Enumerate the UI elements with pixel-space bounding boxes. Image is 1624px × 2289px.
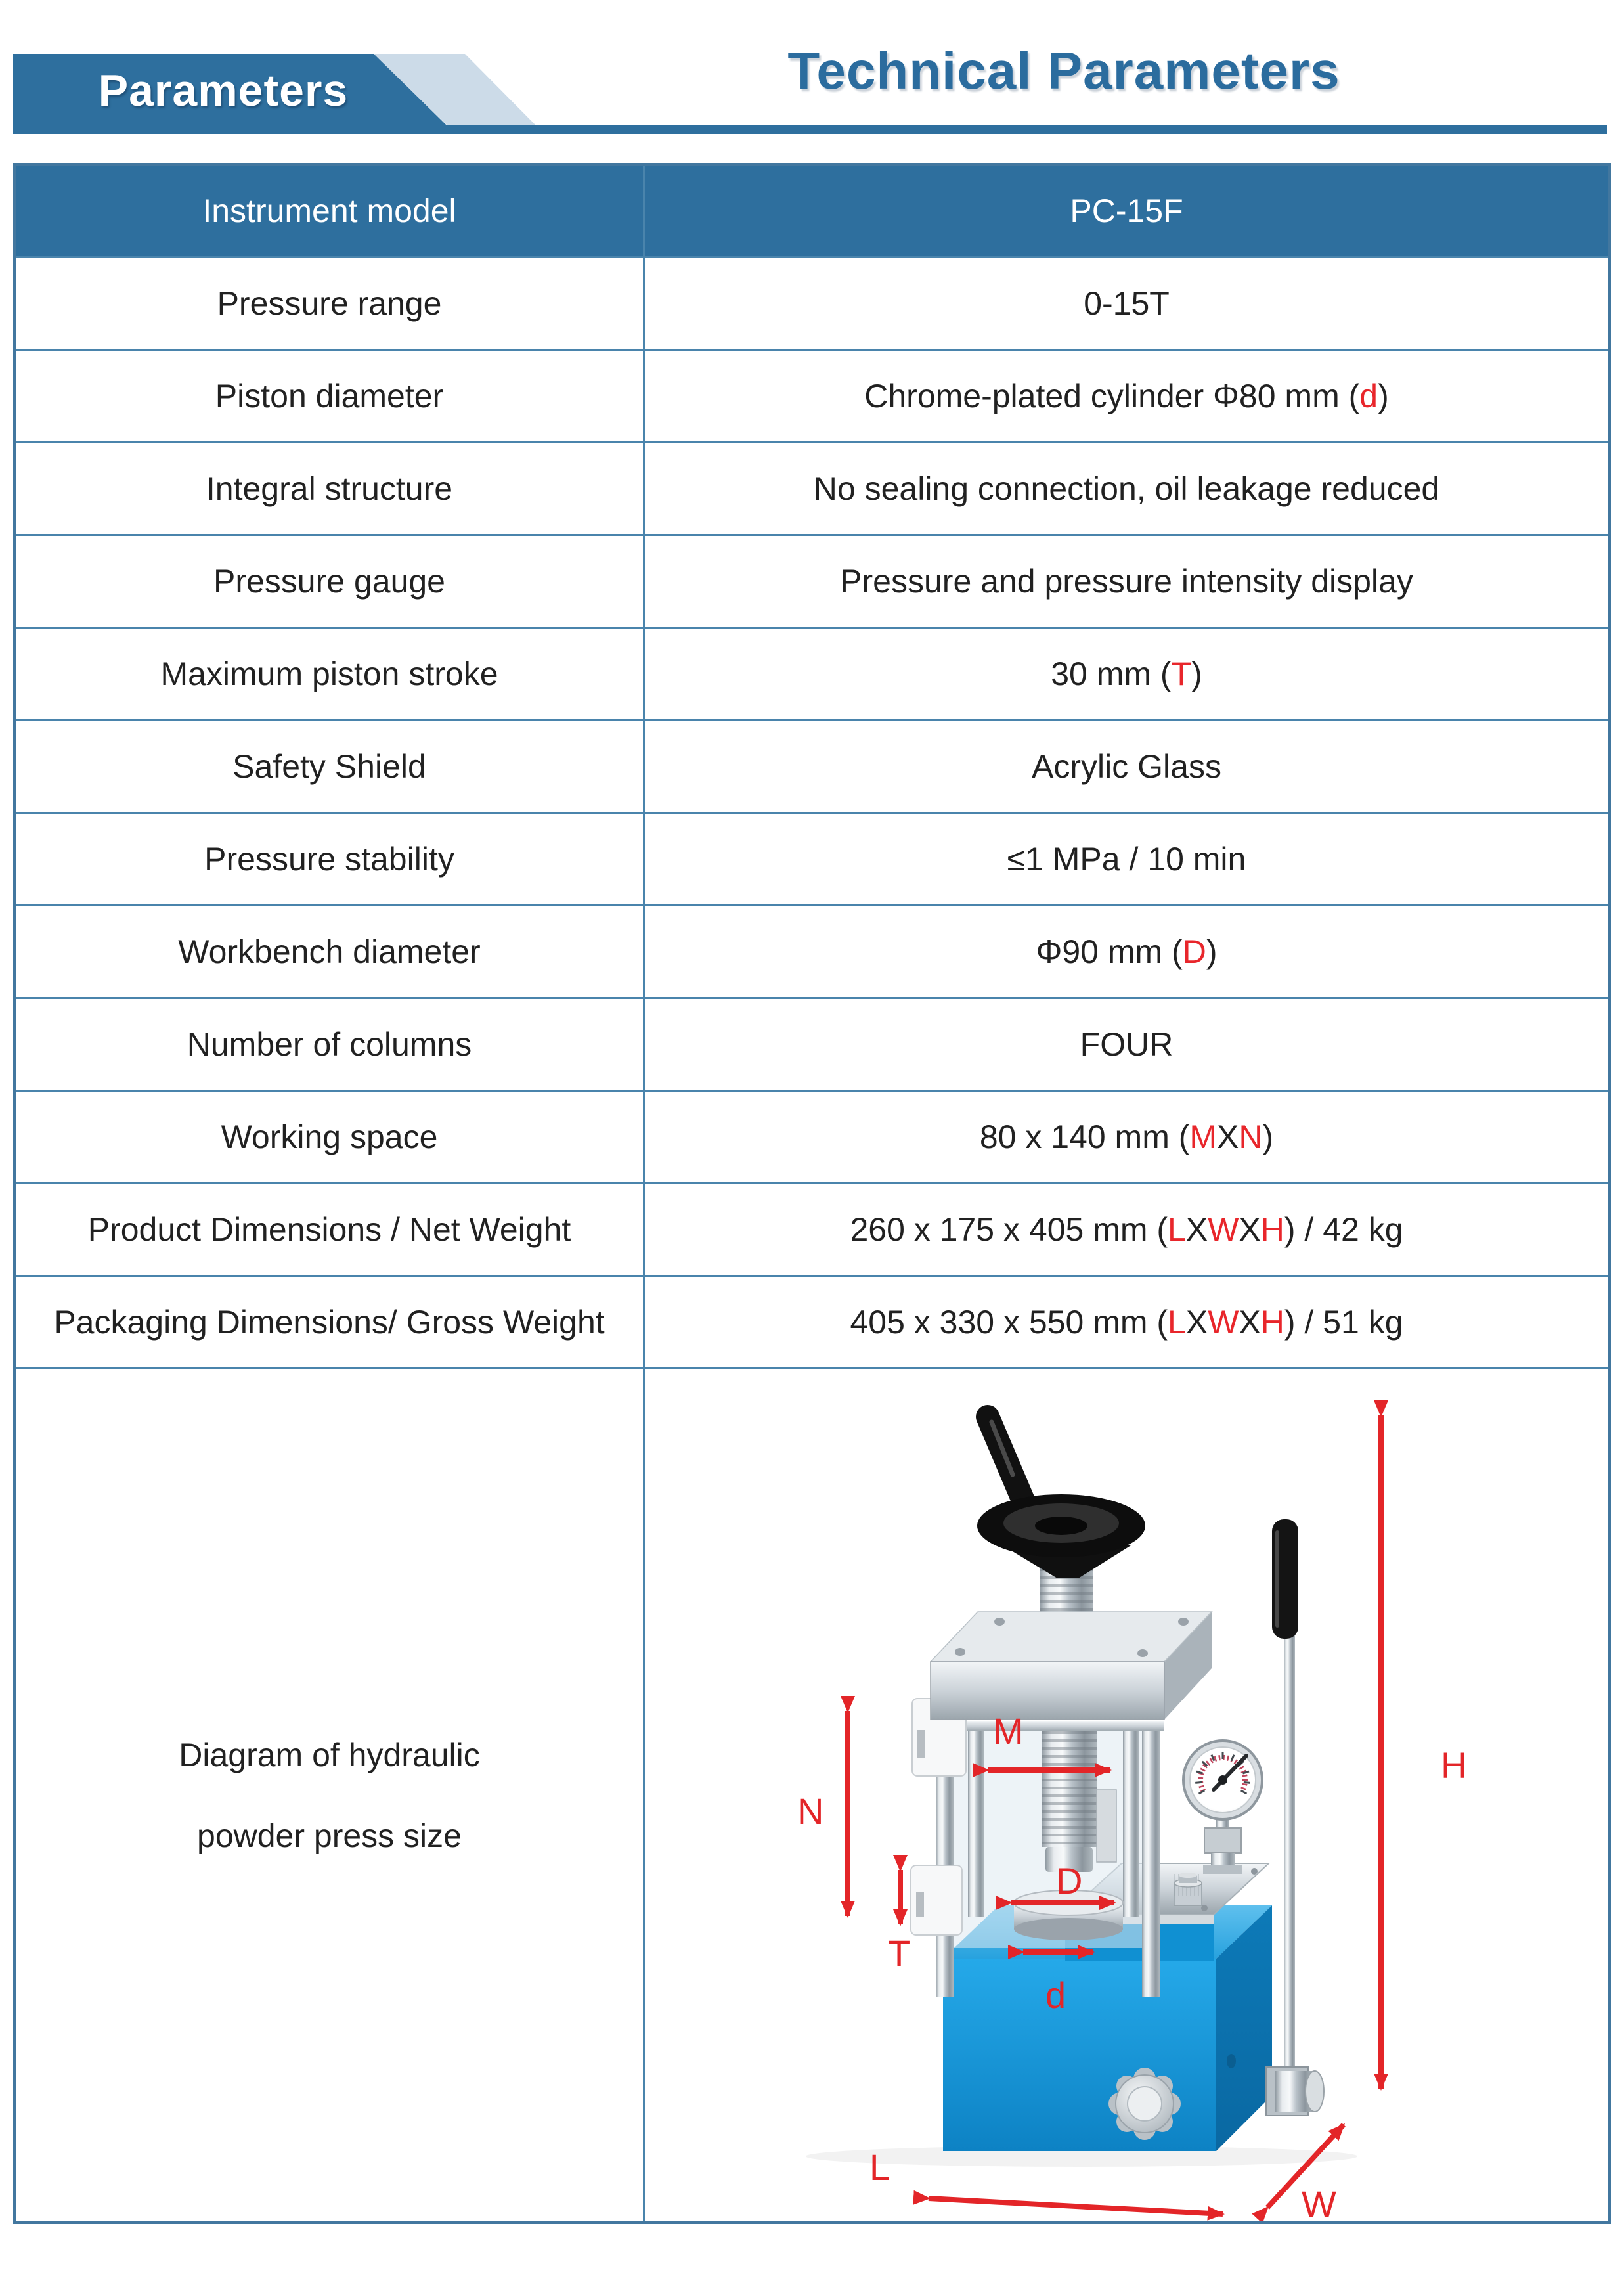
top-plate <box>931 1612 1212 1720</box>
parameters-table <box>13 163 1611 2224</box>
value-segment: Chrome-plated cylinder Φ80 mm ( <box>864 377 1360 414</box>
value-segment: X <box>1239 1211 1261 1248</box>
diagram-label-line-2: powder press size <box>197 1817 462 1854</box>
param-label-row-11: Working space <box>16 1092 643 1182</box>
value-segment: X <box>1239 1303 1261 1341</box>
dim-label-D: D <box>1056 1860 1083 1901</box>
value-segment: 80 x 140 mm ( <box>979 1118 1190 1155</box>
value-segment: D <box>1182 933 1206 970</box>
value-segment: ) / 51 kg <box>1284 1303 1403 1341</box>
value-segment: Acrylic Glass <box>1032 747 1221 785</box>
param-label-row-6: Maximum piston stroke <box>16 629 643 719</box>
value-segment: W <box>1208 1211 1239 1248</box>
value-segment: ) <box>1378 377 1389 414</box>
value-segment: W <box>1208 1303 1239 1341</box>
value-segment: X <box>1185 1211 1208 1248</box>
value-segment: d <box>1359 377 1378 414</box>
value-segment: 30 mm ( <box>1051 655 1172 692</box>
value-segment: 405 x 330 x 550 mm ( <box>850 1303 1168 1341</box>
param-label-row-2: Pressure range <box>16 258 643 349</box>
dim-arrow-L <box>929 2198 1223 2214</box>
value-segment: Pressure and pressure intensity display <box>840 562 1413 600</box>
param-value-row-5 <box>645 536 1608 627</box>
param-label-row-8: Pressure stability <box>16 814 643 904</box>
value-segment: ) <box>1262 1118 1274 1155</box>
param-label-row-5: Pressure gauge <box>16 536 643 627</box>
pump-lever <box>1266 1519 1324 2116</box>
param-value-row-11 <box>645 1092 1608 1182</box>
diagram-row-image <box>645 1369 1608 2221</box>
param-value-row-7 <box>645 721 1608 812</box>
value-segment: ) <box>1206 933 1218 970</box>
value-segment: X <box>1185 1303 1208 1341</box>
dim-label-T: T <box>888 1932 911 1974</box>
dim-label-H: H <box>1441 1745 1468 1786</box>
param-label-row-4: Integral structure <box>16 443 643 534</box>
value-segment: X <box>1217 1118 1239 1155</box>
header-underline <box>13 125 1607 134</box>
value-segment: ) / 42 kg <box>1284 1211 1403 1248</box>
param-label-row-1: Instrument model <box>16 166 643 256</box>
param-label-row-9: Workbench diameter <box>16 906 643 997</box>
value-segment: H <box>1260 1303 1284 1341</box>
param-label-row-12: Product Dimensions / Net Weight <box>16 1184 643 1275</box>
param-value-row-9 <box>645 906 1608 997</box>
param-value-row-2 <box>645 258 1608 349</box>
value-segment: N <box>1239 1118 1263 1155</box>
param-label-row-13: Packaging Dimensions/ Gross Weight <box>16 1277 643 1367</box>
value-segment: H <box>1260 1211 1284 1248</box>
param-value-row-13 <box>645 1277 1608 1367</box>
hydraulic-press-diagram <box>645 1369 1608 2221</box>
value-segment: No sealing connection, oil leakage reduced <box>813 470 1440 507</box>
value-segment: L <box>1168 1303 1186 1341</box>
param-label-row-7: Safety Shield <box>16 721 643 812</box>
param-value-row-10 <box>645 999 1608 1090</box>
value-segment: T <box>1171 655 1192 692</box>
param-value-row-3 <box>645 351 1608 441</box>
value-segment: PC-15F <box>1070 192 1183 229</box>
param-value-row-4 <box>645 443 1608 534</box>
value-segment: 0-15T <box>1084 284 1170 322</box>
dim-label-W: W <box>1302 2183 1336 2221</box>
diagram-label-line-1: Diagram of hydraulic <box>179 1737 480 1773</box>
param-value-row-12 <box>645 1184 1608 1275</box>
dim-label-M: M <box>993 1710 1024 1752</box>
param-value-row-8 <box>645 814 1608 904</box>
value-segment: FOUR <box>1080 1025 1174 1063</box>
param-value-row-6 <box>645 629 1608 719</box>
value-segment: M <box>1189 1118 1218 1155</box>
param-value-row-1 <box>645 166 1608 256</box>
banner-label: Parameters <box>98 66 349 116</box>
machine-illustration <box>911 1417 1324 2151</box>
pressure-gauge <box>1183 1741 1262 1874</box>
param-label-row-10: Number of columns <box>16 999 643 1090</box>
diagram-row-label <box>16 1369 643 2221</box>
param-label-row-3: Piston diameter <box>16 351 643 441</box>
value-segment: L <box>1168 1211 1186 1248</box>
dim-label-d: d <box>1045 1974 1066 2016</box>
page-title: Technical Parameters <box>787 41 1340 100</box>
handwheel <box>977 1417 1145 1578</box>
value-segment: Φ90 mm ( <box>1036 933 1183 970</box>
value-segment: ) <box>1191 655 1202 692</box>
value-segment: 260 x 175 x 405 mm ( <box>850 1211 1168 1248</box>
dim-label-L: L <box>869 2146 890 2188</box>
value-segment: ≤1 MPa / 10 min <box>1007 840 1246 878</box>
dim-label-N: N <box>797 1790 824 1832</box>
